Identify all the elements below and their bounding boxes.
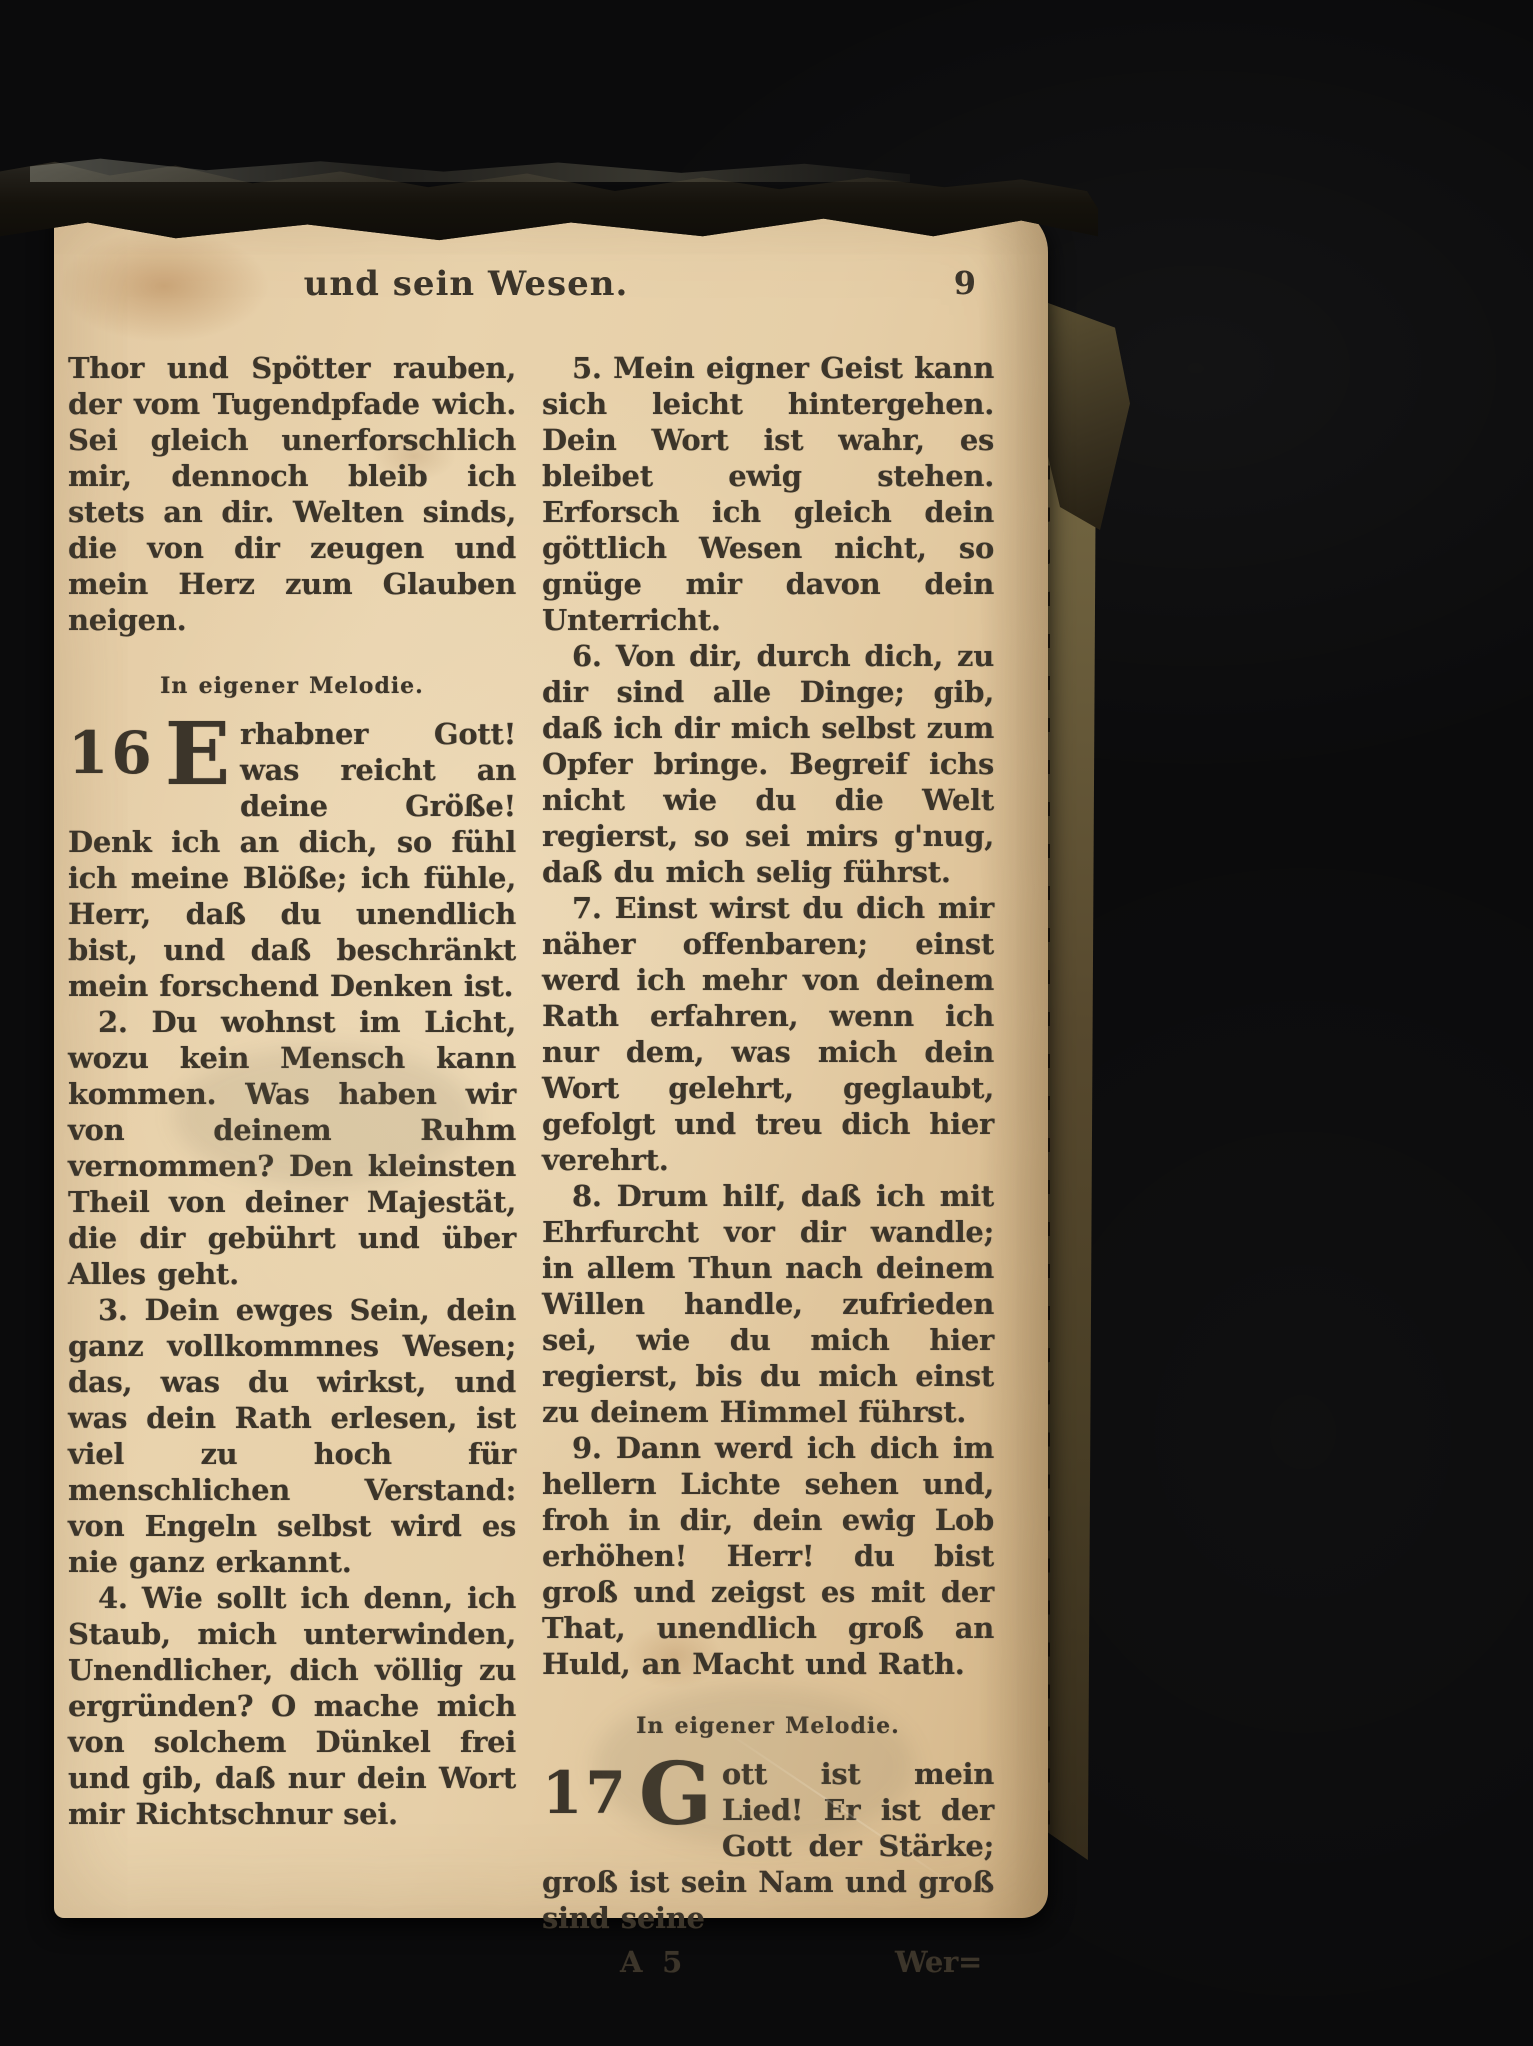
hymn-17-opening-text: ott ist mein Lied! Er ist der Gott der Stärke; groß ist sein Nam und groß sind seine	[542, 1757, 994, 1935]
melody-heading-left: In eigener Melodie.	[160, 673, 424, 699]
book-cover-edge-highlight	[30, 156, 910, 182]
running-header-title: und sein Wesen.	[303, 264, 629, 304]
hymn-16-dropcap: E	[164, 704, 230, 805]
verse-paragraph: 4. Wie sollt ich denn, ich Staub, mich unterwinden, Unendlicher, dich völlig zu ergründen? O mache mich von solchem Dünkel frei und gib, daß nur dein Wort mir Richtschnur sei.	[68, 1581, 516, 1831]
verse-paragraph: 5. Mein eigner Geist kann sich leicht hintergehen. Dein Wort ist wahr, es bleibet ewig stehen. Erforsch ich gleich dein göttlich Wesen nicht, so gnüge mir davon dein Unterricht.	[542, 351, 994, 637]
ink-bleedthrough	[594, 1686, 914, 1846]
ink-bleedthrough	[174, 1046, 474, 1186]
page-number: 9	[953, 264, 976, 302]
hymn-16-opening-text: rhabner Gott! was reicht an deine Größe! Denk ich an dich, so fühl ich meine Blöße; ich fühle, Herr, daß du unendlich bist, und daß beschränkt mein forschend Denken ist.	[68, 717, 516, 1003]
hymn-16-number: 16	[68, 719, 155, 787]
verse-paragraph: 7. Einst wirst du dich mir näher offenbaren; einst werd ich mehr von deinem Rath erfahren, wenn ich nur dem, was mich dein Wort gelehrt, geglaubt, gefolgt und treu dich hier verehrt.	[542, 891, 994, 1177]
hymn-16-block	[68, 704, 516, 1004]
catchword: Wer=	[894, 1945, 982, 1979]
verse-paragraph: 6. Von dir, durch dich, zu dir sind alle Dinge; gib, daß ich dir mich selbst zum Opfer bringe. Begreif ichs nicht wie du die Welt regierst, so sei mirs g'nug, daß du mich selig führst.	[542, 639, 994, 889]
signature-mark: A 5	[620, 1945, 687, 1979]
verse-paragraph: 8. Drum hilf, daß ich mit Ehrfurcht vor dir wandle; in allem Thun nach deinem Willen handle, zufrieden sei, wie du mich hier regierst, bis du mich einst zu deinem Himmel führst.	[542, 1179, 994, 1429]
book-page	[54, 206, 1048, 1979]
melody-heading-right: In eigener Melodie.	[636, 1713, 900, 1739]
verse-paragraph: 2. Du wohnst im Licht, wozu kein Mensch kann kommen. Was haben wir von deinem Ruhm vernommen? Den kleinsten Theil von deiner Majestät, die dir gebührt und über Alles geht.	[68, 1005, 516, 1291]
hymn-17-number: 17	[542, 1759, 629, 1827]
hymn-16-lead	[68, 704, 230, 805]
hymn-17-dropcap: G	[638, 1744, 712, 1845]
verse-paragraph: 3. Dein ewges Sein, dein ganz vollkommnes Wesen; das, was du wirkst, und was dein Rath erlesen, ist viel zu hoch für menschlichen Verstand: von Engeln selbst wird es nie ganz erkannt.	[68, 1293, 516, 1579]
verse-paragraph: 9. Dann werd ich dich im hellern Lichte sehen und, froh in dir, dein ewig Lob erhöhen! Herr! du bist groß und zeigst es mit der That, unendlich groß an Huld, an Macht und Rath.	[542, 1431, 994, 1681]
page-footer-row	[542, 1944, 994, 1980]
hymn-continuation-paragraph: Thor und Spötter rauben, der vom Tugendpfade wich. Sei gleich unerforschlich mir, dennoch bleib ich stets an dir. Welten sinds, die von dir zeugen und mein Herz zum Glauben neigen.	[68, 351, 516, 637]
